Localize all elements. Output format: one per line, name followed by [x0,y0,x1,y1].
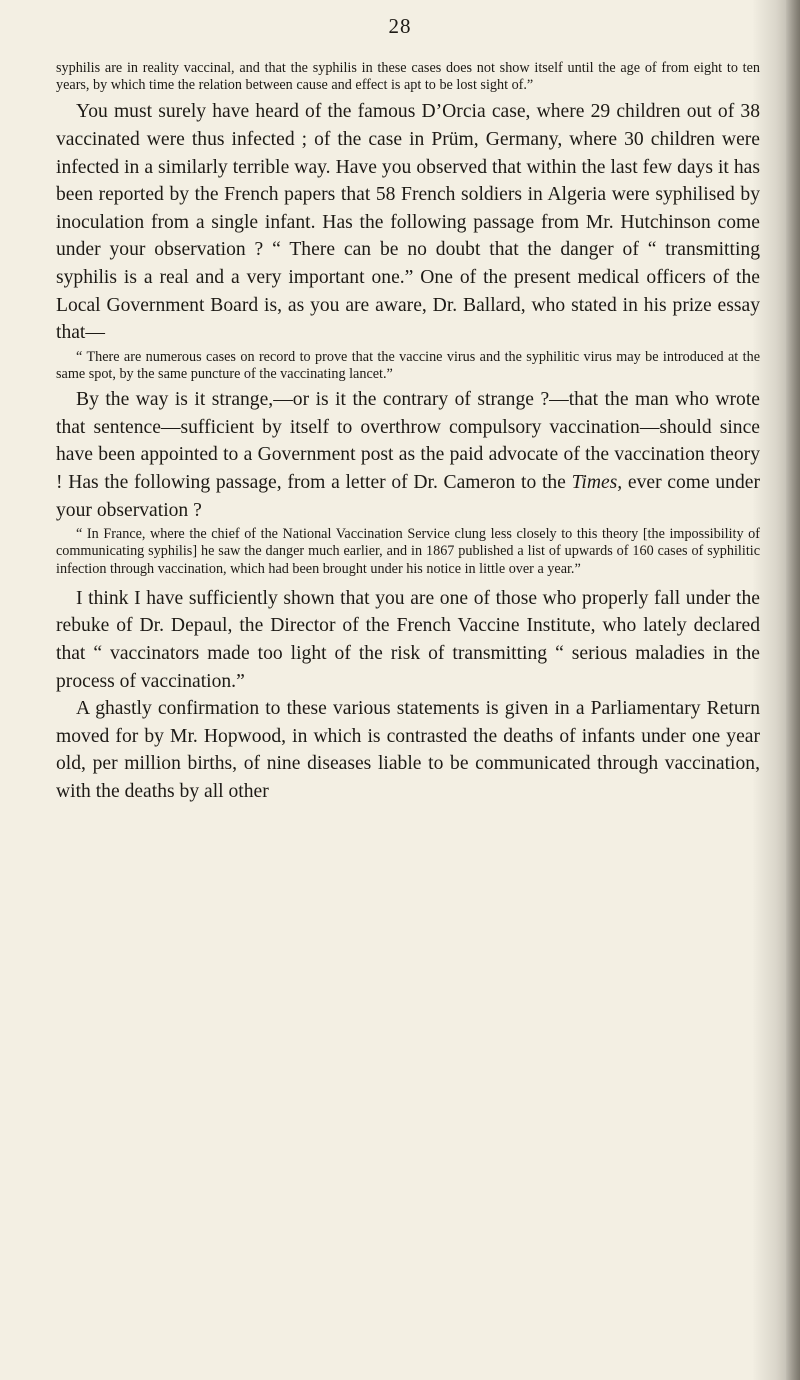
paragraph-dorcia-case: You must surely have heard of the famous D’Orcia case, where 29 children out of 38 vaccinated were thus infected ; of the case in Prüm, Germany, where 30 children were infected in a similarly terrible way. Have you observed that within the last few days it has been reported by the French papers that 58 French soldiers in Algeria were syphilised by inoculation from a single infant. Has the following passage from Mr. Hutchinson come under your observation ? “ There can be no doubt that the danger of “ transmitting syphilis is a real and a very important one.” One of the present medical officers of the Local Government Board is, as you are aware, Dr. Ballard, who stated in his prize essay that— [56,101,760,344]
paragraph-strange-tail: ever come under your observation ? [56,471,760,521]
paragraph-depaul: I think I have sufficiently shown that you are one of those who properly fall under the rebuke of Dr. Depaul, the Director of the French Vaccine Institute, who lately declared that “ vaccinators made too light of the risk of transmitting “ serious maladies in the process of vaccination.” [56,587,760,692]
paragraph-parliamentary-return: A ghastly confirmation to these various statements is given in a Parliamentary Return moved for by Mr. Hopwood, in which is contrasted the deaths of infants under one year old, per million births, of nine diseases liable to be communicated through vaccination, with the deaths by all other [56,698,760,802]
page-number: 28 [388,14,412,38]
page-text [56,60,760,805]
page-spine-shadow [786,0,800,1380]
quote-cameron: “ In France, where the chief of the National Vaccination Service clung less closely to this theory [the impossibility of communicating syphilis] he saw the danger much earlier, and in 1867 published a list of upwards of 160 cases of syphilitic infection through vaccination, which had been brought under his notice in little over a year.” [56,526,760,577]
paragraph-continuation: syphilis are in reality vaccinal, and that the syphilis in these cases does not show itself until the age of from eight to ten years, by which time the relation between cause and effect is apt to be lost sight of.” [56,60,760,94]
paragraph-strange [56,386,760,524]
times-title: Times, [571,471,623,493]
quote-ballard: “ There are numerous cases on record to prove that the vaccine virus and the syphilitic virus may be introduced at the same spot, by the same puncture of the vaccinating lancet.” [56,348,760,382]
paragraph-strange-text: By the way is it strange,—or is it the contrary of strange ?—that the man who wrote that sentence—sufficient by itself to overthrow compulsory vaccination—should since have been appointed to a Government post as the paid advocate of the vaccination theory ! Has the following passage, from a letter of Dr. Cameron to the [56,389,760,493]
